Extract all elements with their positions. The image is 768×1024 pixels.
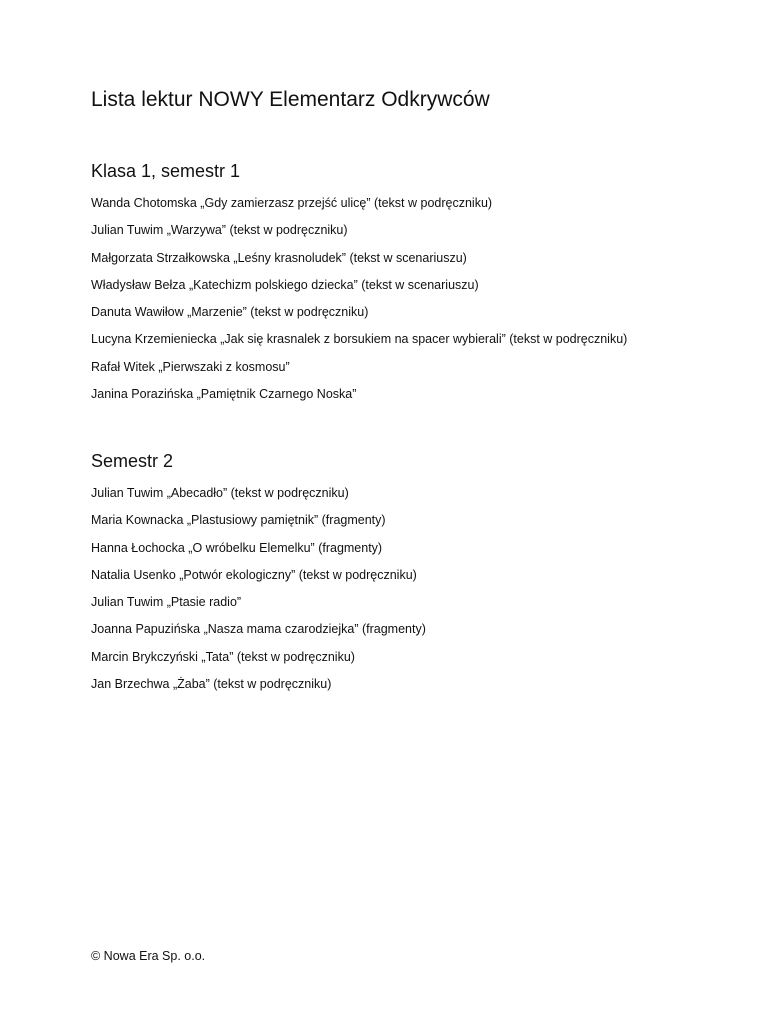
list-item: Maria Kownacka „Plastusiowy pamiętnik” (fragmenty): [91, 513, 386, 528]
document-title: Lista lektur NOWY Elementarz Odkrywców: [91, 88, 490, 111]
copyright-footer: © Nowa Era Sp. o.o.: [91, 949, 206, 963]
list-item: Julian Tuwim „Warzywa” (tekst w podręczniku): [91, 223, 348, 238]
section-heading-semester-2: Semestr 2: [91, 451, 174, 471]
list-item: Lucyna Krzemieniecka „Jak się krasnalek z borsukiem na spacer wybierali” (tekst w podręczniku): [91, 332, 628, 347]
list-item: Julian Tuwim „Ptasie radio”: [91, 595, 242, 610]
list-item: Janina Porazińska „Pamiętnik Czarnego Noska”: [91, 387, 357, 402]
reading-list-semester-1: [91, 193, 627, 411]
reading-list-semester-2: [91, 483, 426, 701]
list-item: Małgorzata Strzałkowska „Leśny krasnoludek” (tekst w scenariuszu): [91, 250, 467, 265]
list-item: Joanna Papuzińska „Nasza mama czarodziejka” (fragmenty): [91, 622, 426, 637]
section-heading-semester-1: Klasa 1, semestr 1: [91, 161, 241, 181]
list-item: Jan Brzechwa „Żaba” (tekst w podręczniku): [91, 677, 332, 692]
list-item: Władysław Bełza „Katechizm polskiego dziecka” (tekst w scenariuszu): [91, 277, 479, 292]
list-item: Natalia Usenko „Potwór ekologiczny” (tekst w podręczniku): [91, 567, 417, 582]
list-item: Julian Tuwim „Abecadło” (tekst w podręczniku): [91, 486, 349, 500]
list-item: Rafał Witek „Pierwszaki z kosmosu”: [91, 359, 290, 374]
list-item: Marcin Brykczyński „Tata” (tekst w podręczniku): [91, 649, 355, 664]
list-item: Wanda Chotomska „Gdy zamierzasz przejść ulicę” (tekst w podręczniku): [91, 196, 493, 210]
list-item: Hanna Łochocka „O wróbelku Elemelku” (fragmenty): [91, 540, 383, 555]
list-item: Danuta Wawiłow „Marzenie” (tekst w podręczniku): [91, 305, 369, 320]
